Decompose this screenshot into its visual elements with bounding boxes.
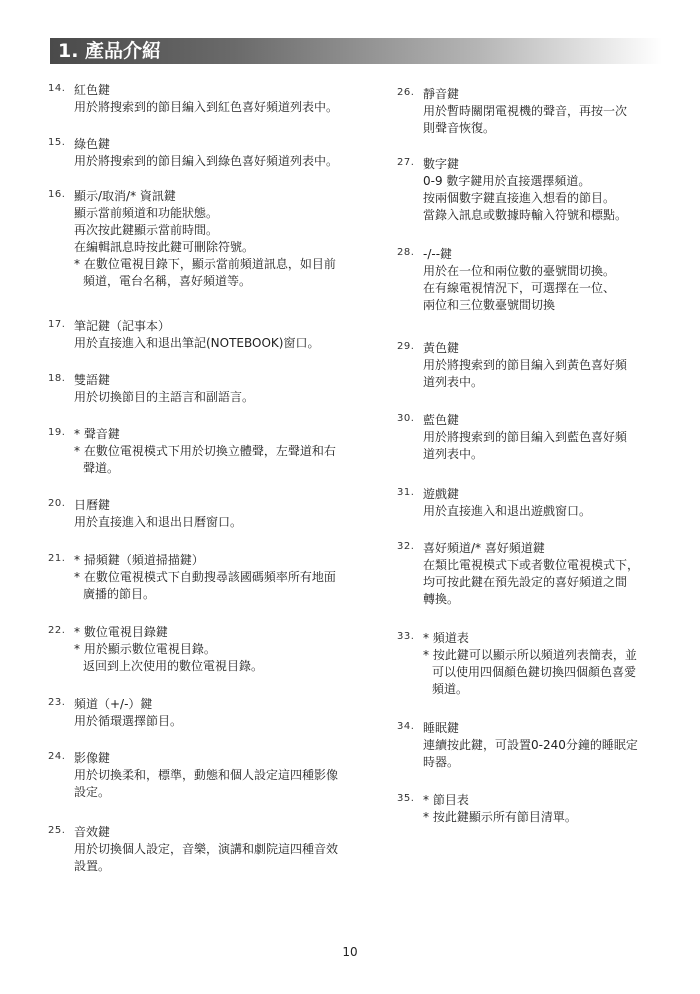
- item-number: 23.: [48, 697, 66, 708]
- item-description: [423, 103, 687, 137]
- description-line: 頻道。: [432, 682, 469, 696]
- item-description: [74, 569, 388, 603]
- description-line: 0-9 數字鍵用於直接選擇頻道。: [423, 174, 591, 188]
- item-description: [423, 357, 687, 391]
- description-line: 當錄入訊息或數據時輸入符號和標點。: [423, 208, 628, 222]
- description-line: 道列表中。: [423, 375, 484, 389]
- description-line: * 在數位電視模式下用於切換立體聲，左聲道和右: [74, 444, 336, 458]
- item-description: [423, 647, 687, 698]
- description-line: 用於暫時關閉電視機的聲音，再按一次: [423, 104, 628, 118]
- item-description: [74, 335, 388, 352]
- item-number: 27.: [397, 157, 415, 168]
- description-line: 頻道，電台名稱，喜好頻道等。: [83, 274, 252, 288]
- description-line: 在類比電視模式下或者數位電視模式下，: [423, 558, 640, 572]
- item-description: [74, 514, 388, 531]
- item-number: 17.: [48, 319, 66, 330]
- description-line: 再次按此鍵顯示當前時間。: [74, 223, 219, 237]
- item-number: 25.: [48, 825, 66, 836]
- item-title: 靜音鍵: [423, 87, 460, 101]
- item-title: * 頻道表: [423, 631, 469, 645]
- description-line: 返回到上次使用的數位電視目錄。: [83, 659, 264, 673]
- item-title: * 掃頻鍵（頻道掃描鍵）: [74, 553, 204, 567]
- section-title-bar: [50, 38, 662, 64]
- item-title: 藍色鍵: [423, 413, 460, 427]
- description-line: 用於將搜索到的節目編入到紅色喜好頻道列表中。: [74, 100, 339, 114]
- item-description: [74, 153, 388, 170]
- item-number: 14.: [48, 83, 66, 94]
- description-line: 按兩個數字鍵直接進入想看的節目。: [423, 191, 616, 205]
- item-number: 29.: [397, 341, 415, 352]
- description-line: 用於直接進入和退出日曆窗口。: [74, 515, 243, 529]
- description-line: * 在數位電視模式下自動搜尋該國碼頻率所有地面: [74, 570, 336, 584]
- item-title: 喜好頻道/* 喜好頻道鍵: [423, 541, 545, 555]
- description-line: 則聲音恢復。: [423, 121, 496, 135]
- description-line: 用於切換個人設定，音樂，演講和劇院這四種音效: [74, 842, 339, 856]
- item-description: [423, 429, 687, 463]
- description-line: 用於循環選擇節目。: [74, 714, 183, 728]
- item-description: [74, 841, 388, 875]
- item-title: 音效鍵: [74, 825, 111, 839]
- item-title: -/--鍵: [423, 247, 453, 261]
- description-line: 聲道。: [83, 461, 120, 475]
- item-title: * 數位電視目錄鍵: [74, 625, 168, 639]
- item-description: [423, 263, 687, 314]
- item-number: 15.: [48, 137, 66, 148]
- description-line: 可以使用四個顏色鍵切換四個顏色喜愛: [432, 665, 637, 679]
- item-description: [423, 557, 687, 608]
- item-number: 35.: [397, 793, 415, 804]
- item-number: 20.: [48, 498, 66, 509]
- item-title: 顯示/取消/* 資訊鍵: [74, 189, 176, 203]
- item-number: 33.: [397, 631, 415, 642]
- item-description: [74, 767, 388, 801]
- description-line: 設定。: [74, 785, 111, 799]
- item-number: 19.: [48, 427, 66, 438]
- item-description: [74, 443, 388, 477]
- item-title: 雙語鍵: [74, 373, 111, 387]
- description-line: 時器。: [423, 755, 460, 769]
- item-number: 28.: [397, 247, 415, 258]
- item-title: 遊戲鍵: [423, 487, 460, 501]
- item-number: 22.: [48, 625, 66, 636]
- description-line: 用於將搜索到的節目編入到黃色喜好頻: [423, 358, 628, 372]
- item-description: [74, 205, 388, 290]
- item-description: [423, 503, 687, 520]
- item-description: [423, 809, 687, 826]
- description-line: 用於直接進入和退出遊戲窗口。: [423, 504, 592, 518]
- description-line: 顯示當前頻道和功能狀態。: [74, 206, 219, 220]
- description-line: * 用於顯示數位電視目錄。: [74, 642, 216, 656]
- description-line: * 按此鍵可以顯示所以頻道列表簡表，並: [423, 648, 637, 662]
- description-line: 用於切換節目的主語言和副語言。: [74, 390, 255, 404]
- description-line: 道列表中。: [423, 447, 484, 461]
- item-description: [423, 173, 687, 224]
- item-description: [423, 737, 687, 771]
- item-title: 日曆鍵: [74, 498, 111, 512]
- item-title: 筆記鍵（記事本）: [74, 319, 171, 333]
- item-description: [74, 641, 388, 675]
- description-line: 廣播的節目。: [83, 587, 156, 601]
- item-title: 睡眠鍵: [423, 721, 460, 735]
- item-number: 21.: [48, 553, 66, 564]
- description-line: 在編輯訊息時按此鍵可刪除符號。: [74, 240, 255, 254]
- description-line: 轉換。: [423, 592, 460, 606]
- item-number: 32.: [397, 541, 415, 552]
- item-title: 數字鍵: [423, 157, 460, 171]
- item-title: * 聲音鍵: [74, 427, 120, 441]
- item-number: 30.: [397, 413, 415, 424]
- description-line: 用於切換柔和，標準，動態和個人設定這四種影像: [74, 768, 339, 782]
- item-description: [74, 99, 388, 116]
- item-number: 26.: [397, 87, 415, 98]
- item-title: 黃色鍵: [423, 341, 460, 355]
- description-line: 設置。: [74, 859, 111, 873]
- item-title: 紅色鍵: [74, 83, 111, 97]
- description-line: * 按此鍵顯示所有節目清單。: [423, 810, 577, 824]
- item-title: * 節目表: [423, 793, 469, 807]
- item-number: 18.: [48, 373, 66, 384]
- description-line: 用於將搜索到的節目編入到綠色喜好頻道列表中。: [74, 154, 339, 168]
- description-line: 在有線電視情況下，可選擇在一位、: [423, 281, 616, 295]
- section-title: 1. 產品介紹: [58, 40, 162, 62]
- item-title: 頻道（+/-）鍵: [74, 697, 153, 711]
- description-line: 連續按此鍵，可設置0-240分鐘的睡眠定: [423, 738, 638, 752]
- description-line: 兩位和三位數臺號間切換: [423, 298, 556, 312]
- item-number: 24.: [48, 751, 66, 762]
- description-line: 用於直接進入和退出筆記(NOTEBOOK)窗口。: [74, 336, 320, 350]
- item-description: [74, 389, 388, 406]
- item-number: 16.: [48, 189, 66, 200]
- description-line: 用於在一位和兩位數的臺號間切換。: [423, 264, 616, 278]
- description-line: 均可按此鍵在預先設定的喜好頻道之間: [423, 575, 628, 589]
- page-number: 10: [342, 945, 358, 959]
- item-title: 影像鍵: [74, 751, 111, 765]
- item-description: [74, 713, 388, 730]
- item-title: 綠色鍵: [74, 137, 111, 151]
- item-number: 34.: [397, 721, 415, 732]
- item-number: 31.: [397, 487, 415, 498]
- description-line: * 在數位電視目錄下，顯示當前頻道訊息，如目前: [74, 257, 336, 271]
- description-line: 用於將搜索到的節目編入到藍色喜好頻: [423, 430, 628, 444]
